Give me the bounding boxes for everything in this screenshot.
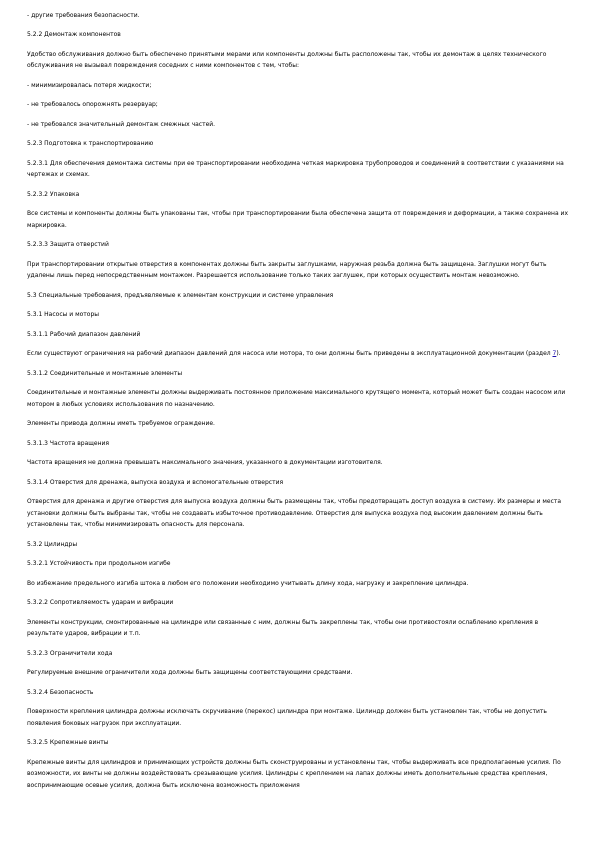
paragraph: Все системы и компоненты должны быть упакованы так, чтобы при транспортировании была обеспечена защита от повреждения и деформации, а также сохранена их маркировка.: [27, 210, 568, 229]
section-heading: 5.3.1.4 Отверстия для дренажа, выпуска воздуха и вспомогательные отверстия: [27, 478, 284, 486]
list-item: - не требовался значительный демонтаж смежных частей.: [27, 120, 216, 128]
document-page: [27, 10, 575, 799]
paragraph-text: Если существуют ограничения на рабочий диапазон давлений для насоса или мотора, то они должны быть приведены в эксплуатационной документации (раздел: [27, 350, 553, 357]
section-heading: 5.3.2.3 Ограничители хода: [27, 649, 113, 657]
section-heading: 5.3.2 Цилиндры: [27, 540, 78, 548]
section-reference-link[interactable]: 7: [552, 350, 557, 357]
paragraph: 5.2.3.1 Для обеспечения демонтажа системы при ее транспортировании необходима четкая маркировка трубопроводов и соединений в соответствии с указаниями на чертежах и схемах.: [27, 159, 564, 178]
section-heading: 5.3.2.2 Сопротивляемость ударам и вибрации: [27, 599, 174, 606]
paragraph: Крепежные винты для цилиндров и принимающих устройств должны быть сконструированы и установлены так, чтобы выдерживать все предполагаемые усилия. По возможности, их винты не должны воздействовать срезывающие усилия. Цилиндры с креплением на лапах должны иметь дополнительные средства крепления, воспринимающие осевые усилия, должна быть исключена возможность приложения: [27, 758, 561, 789]
paragraph: Поверхности крепления цилиндра должны исключать скручивание (перекос) цилиндра при монтаже. Цилиндр должен быть установлен так, чтобы не допустить появления боковых нагрузок при эксплуатации.: [27, 708, 547, 727]
paragraph: Соединительные и монтажные элементы должны выдерживать постоянное приложение максимального крутящего момента, который может быть создан насосом или мотором в любых условиях использования по назначению.: [27, 389, 566, 408]
section-heading: 5.2.3.2 Упаковка: [27, 190, 80, 198]
list-item: - минимизировалась потеря жидкости;: [27, 81, 152, 89]
section-heading: 5.3.2.1 Устойчивость при продольном изгибе: [27, 560, 171, 567]
list-item: - не требовалось опорожнять резервуар;: [27, 101, 158, 108]
paragraph: При транспортировании открытые отверстия в компонентах должны быть закрыты заглушками, наружная резьба должна быть защищена. Заглушки могут быть удалены лишь перед непосредственным монтажом. Разрешается использование только таких заглушек, при которых осуществить монтаж невозможно.: [27, 260, 547, 279]
section-heading: 5.3.2.5 Крепежные винты: [27, 739, 109, 746]
paragraph: Элементы конструкции, смонтированные на цилиндре или связанные с ним, должны быть закреплены так, чтобы они противостояли ослаблению крепления в результате ударов, вибрации и т.п.: [27, 618, 539, 637]
paragraph: [27, 348, 575, 360]
list-item: - другие требования безопасности.: [27, 12, 140, 19]
paragraph: Удобство обслуживания должно быть обеспечено принятыми мерами или компоненты должны быть расположены так, чтобы их демонтаж в целях технического обслуживания не вызывал повреждения соседних с ними компонентов с тем, чтобы:: [27, 50, 547, 69]
section-heading: 5.2.3.3 Защита отверстий: [27, 241, 109, 248]
paragraph: Частота вращения не должна превышать максимального значения, указанного в документации изготовителя.: [27, 459, 383, 466]
paragraph: Элементы привода должны иметь требуемое ограждение.: [27, 420, 215, 427]
paragraph-text: ).: [556, 350, 561, 357]
section-heading: 5.3.2.4 Безопасность: [27, 688, 94, 696]
section-heading: 5.3.1.2 Соединительные и монтажные элементы: [27, 369, 183, 377]
paragraph: Отверстия для дренажа и другие отверстия для выпуска воздуха должны быть размещены так, чтобы предотвращать доступ воздуха в систему. Их размеры и места установки должны быть выбраны так, чтобы не создавать избыточное противодавление. Отверстия для выпуска воздуха под высоким давлением должны быть установлены так, чтобы минимизировать опасность для персонала.: [27, 498, 562, 528]
paragraph: Регулируемые внешние ограничители хода должны быть защищены соответствующими средствами.: [27, 669, 353, 676]
section-heading: 5.3.1.3 Частота вращения: [27, 439, 110, 447]
section-heading: 5.3 Специальные требования, предъявляемые к элементам конструкции и системе управления: [27, 291, 334, 299]
section-heading: 5.2.3 Подготовка к транспортированию: [27, 140, 154, 147]
paragraph: Во избежание предельного изгиба штока в любом его положении необходимо учитывать длину хода, нагрузку и закрепление цилиндра.: [27, 579, 469, 587]
section-heading: 5.3.1.1 Рабочий диапазон давлений: [27, 330, 141, 338]
section-heading: 5.2.2 Демонтаж компонентов: [27, 31, 121, 38]
section-heading: 5.3.1 Насосы и моторы: [27, 311, 99, 318]
